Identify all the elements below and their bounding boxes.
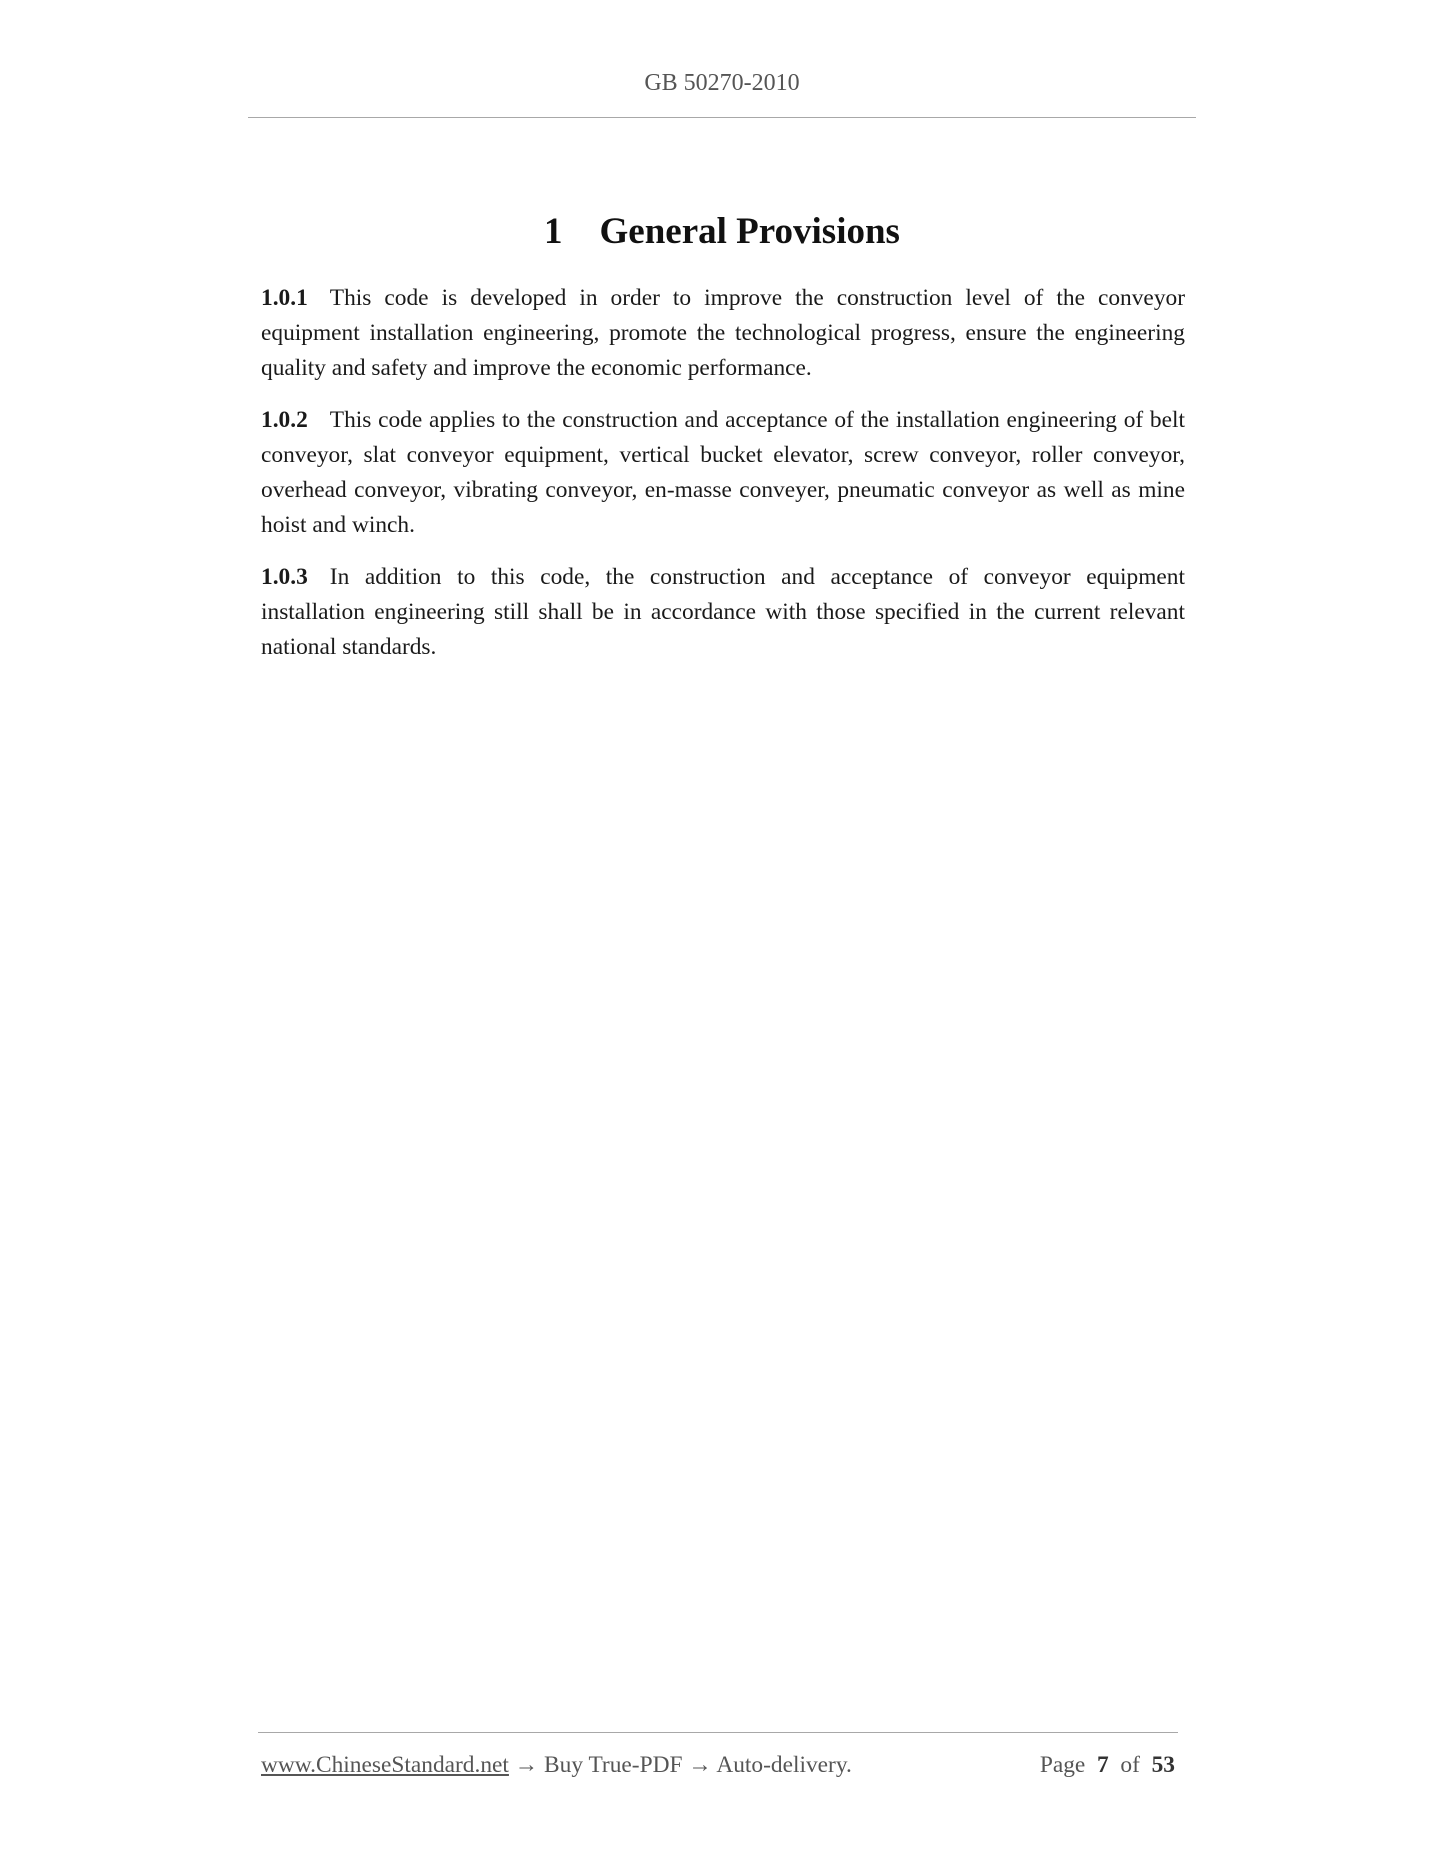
of-label: of [1120, 1752, 1140, 1778]
clause-text: This code is developed in order to improve the construction level of the conveyor equipment installation engineering, promote the technological progress, ensure the engineering quality and safety and improve the economic performance. [261, 285, 1185, 381]
chapter-title: 1 General Provisions [544, 211, 900, 252]
clause-number: 1.0.1 [261, 285, 308, 311]
clause-list [261, 281, 1185, 682]
clause-number: 1.0.2 [261, 407, 308, 433]
arrow-right-icon: → [688, 1752, 712, 1778]
clause-1-0-3 [261, 560, 1185, 665]
running-header: GB 50270-2010 [644, 70, 800, 96]
page-footer [261, 1752, 1175, 1779]
buy-text: Buy True-PDF [544, 1752, 683, 1778]
footer-divider [258, 1732, 1178, 1733]
page-label: Page [1039, 1752, 1086, 1778]
header-divider [248, 117, 1196, 118]
clause-1-0-2 [261, 403, 1185, 543]
clause-text: In addition to this code, the construction and acceptance of conveyor equipment installation engineering still shall be in accordance with those specified in the current relevant national standards. [261, 564, 1185, 660]
site-link[interactable]: www.ChineseStandard.net [261, 1752, 509, 1778]
clause-number: 1.0.3 [261, 564, 308, 590]
clause-text: This code applies to the construction and acceptance of the installation engineering of belt conveyor, slat conveyor equipment, vertical bucket elevator, screw conveyor, roller conveyor, overhead conveyor, vibrating conveyor, en-masse conveyer, pneumatic conveyor as well as mine hoist and winch. [261, 407, 1185, 538]
page-counter [1040, 1752, 1175, 1779]
footer-promo [261, 1752, 852, 1779]
delivery-text: Auto-delivery. [716, 1752, 852, 1778]
page-total: 53 [1151, 1752, 1175, 1778]
arrow-right-icon: → [514, 1752, 539, 1778]
clause-1-0-1 [261, 281, 1185, 386]
page-current: 7 [1097, 1752, 1109, 1778]
